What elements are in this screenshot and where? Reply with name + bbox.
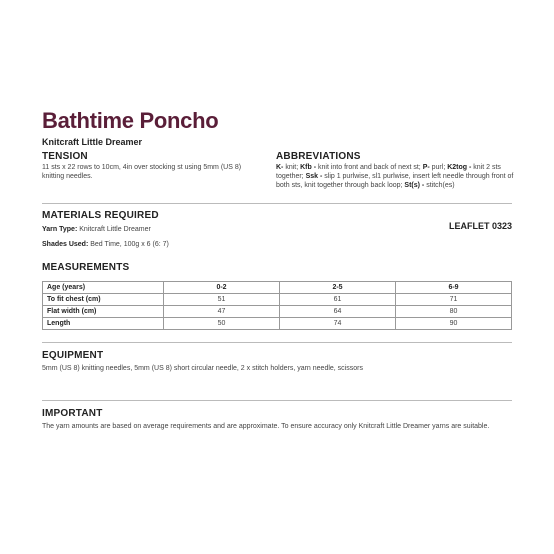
abbr-term: St(s) - bbox=[404, 182, 425, 189]
abbr-term: K2tog - bbox=[447, 164, 472, 171]
shades-line bbox=[42, 240, 169, 249]
tension-text: 11 sts x 22 rows to 10cm, 4in over stocking st using 5mm (US 8) knitting needles. bbox=[42, 164, 242, 180]
shades-value: Bed Time, 100g x 6 (6: 7) bbox=[88, 241, 169, 248]
important-heading: IMPORTANT bbox=[42, 408, 103, 419]
abbreviations-heading: ABBREVIATIONS bbox=[276, 151, 361, 162]
tension-heading: TENSION bbox=[42, 151, 88, 162]
measurements-heading: MEASUREMENTS bbox=[42, 262, 130, 273]
table-cell: 47 bbox=[164, 306, 280, 318]
table-cell: 50 bbox=[164, 318, 280, 330]
table-row bbox=[43, 306, 512, 318]
table-header-row bbox=[43, 282, 512, 294]
abbr-def: slip 1 purlwise, sl1 purlwise, insert left needle through front of both sts, knit together through back loop; bbox=[276, 173, 514, 189]
shades-label: Shades Used: bbox=[42, 241, 89, 248]
table-header-cell: Age (years) bbox=[43, 282, 164, 294]
abbr-term: K- bbox=[276, 164, 284, 171]
abbr-def: knit into front and back of next st; bbox=[316, 164, 423, 171]
equipment-heading: EQUIPMENT bbox=[42, 350, 104, 361]
table-cell: 90 bbox=[396, 318, 512, 330]
measurements-table bbox=[42, 281, 512, 330]
leaflet-number: LEAFLET 0323 bbox=[448, 221, 512, 231]
table-cell: Length bbox=[43, 318, 164, 330]
table-cell: Flat width (cm) bbox=[43, 306, 164, 318]
table-cell: 64 bbox=[280, 306, 396, 318]
materials-heading: MATERIALS REQUIRED bbox=[42, 210, 159, 221]
divider bbox=[42, 342, 512, 343]
table-header-cell: 6-9 bbox=[396, 282, 512, 294]
table-row bbox=[43, 318, 512, 330]
page-subtitle: Knitcraft Little Dreamer bbox=[42, 137, 143, 147]
table-cell: 61 bbox=[280, 294, 396, 306]
abbr-def: stitch(es) bbox=[424, 182, 455, 189]
abbr-def: knit; bbox=[283, 164, 301, 171]
table-cell: To fit chest (cm) bbox=[43, 294, 164, 306]
important-text: The yarn amounts are based on average requirements and are approximate. To ensure accuracy only Knitcraft Little Dreamer yarns are suitable. bbox=[42, 423, 490, 430]
abbr-term: Kfb - bbox=[300, 164, 317, 171]
equipment-text: 5mm (US 8) knitting needles, 5mm (US 8) short circular needle, 2 x stitch holders, yarn needle, scissors bbox=[42, 365, 363, 372]
divider bbox=[42, 203, 512, 204]
yarn-type-value: Knitcraft Little Dreamer bbox=[77, 226, 151, 233]
page-title: Bathtime Poncho bbox=[42, 108, 219, 133]
table-header-cell: 0-2 bbox=[164, 282, 280, 294]
yarn-type-label: Yarn Type: bbox=[42, 226, 78, 233]
abbr-def: knit 2 sts together; bbox=[276, 164, 501, 180]
abbreviations-text bbox=[276, 163, 514, 190]
table-cell: 74 bbox=[280, 318, 396, 330]
abbr-def: purl; bbox=[429, 164, 448, 171]
abbr-term: Ssk - bbox=[305, 173, 323, 180]
table-header-cell: 2-5 bbox=[280, 282, 396, 294]
table-cell: 51 bbox=[164, 294, 280, 306]
table-cell: 80 bbox=[396, 306, 512, 318]
yarn-type-line bbox=[42, 225, 151, 234]
divider bbox=[42, 400, 512, 401]
table-cell: 71 bbox=[396, 294, 512, 306]
abbr-term: P- bbox=[422, 164, 430, 171]
table-row bbox=[43, 294, 512, 306]
